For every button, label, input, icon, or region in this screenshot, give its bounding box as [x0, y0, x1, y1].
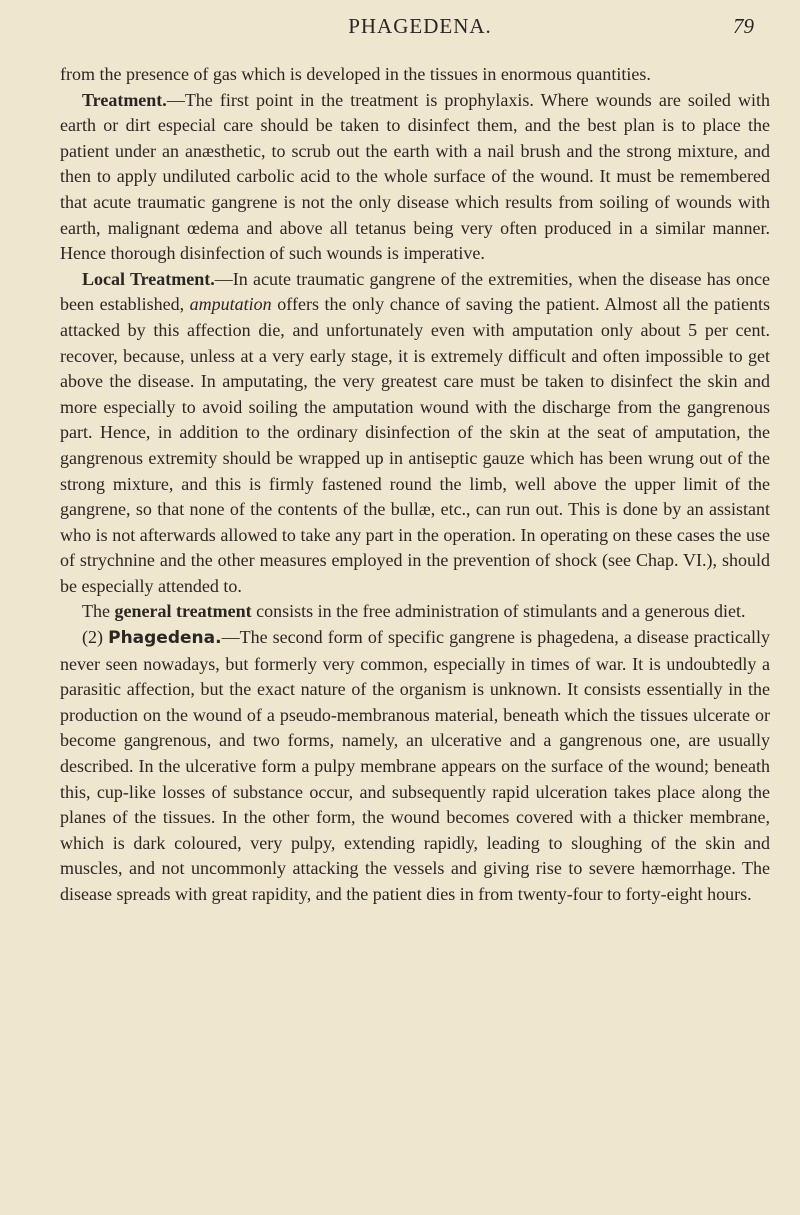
- paragraph-text: offers the only chance of saving the patient. Almost all the patients attacked by this affection die, and unfortunately even with amputation only about 5 per cent. recover, because, unless at a very early stage, it is extremely difficult and often impossible to get above the disease. In amputating, the very greatest care must be taken to disinfect the skin and more especially to avoid soiling the amputation wound with the discharge from the gangrenous part. Hence, in addition to the ordinary disinfection of the skin at the seat of amputation, the gangrenous extremity should be wrapped up in antiseptic gauze which has been wrung out of the strong mixture, and this is firmly fastened round the limb, well above the upper limit of the gangrene, so that none of the contents of the bullæ, etc., can run out. This is done by an assistant who is not afterwards allowed to take any part in the operation. In operating on these cases the use of strychnine and the other measures employed in the prevention of shock (see Chap. VI.), should be especially attended to.: [60, 294, 770, 596]
- section-heading-local-treatment: Local Treatment.: [82, 268, 215, 289]
- paragraph-general-treatment: [60, 599, 770, 625]
- paragraph-phagedena: [60, 625, 770, 908]
- section-heading-treatment: Treatment.: [82, 89, 167, 110]
- emphasis-amputation: amputation: [189, 294, 272, 315]
- paragraph-text: from the presence of gas which is developed in the tissues in enormous quantities.: [60, 64, 651, 84]
- section-heading-general-treatment: general treatment: [114, 601, 252, 622]
- page-header: [60, 14, 780, 54]
- paragraph-local-treatment: [60, 267, 770, 600]
- paragraph-treatment: [60, 88, 770, 267]
- section-heading-phagedena: Phagedena.: [108, 628, 222, 649]
- paragraph-text: —The first point in the treatment is prophylaxis. Where wounds are soiled with earth or dirt especial care should be taken to disinfect them, and the best plan is to place the patient under an anæsthetic, to scrub out the earth with a nail brush and the strong mixture, and then to apply undiluted carbolic acid to the whole surface of the wound. It must be remembered that acute traumatic gangrene is not the only disease which results from soiling of wounds with earth, malignant œdema and above all tetanus being very often produced in a similar manner. Hence thorough disinfection of such wounds is imperative.: [60, 89, 770, 264]
- body-text: [60, 62, 770, 908]
- running-head: PHAGEDENA.: [348, 14, 492, 38]
- page-number: 79: [733, 14, 754, 38]
- paragraph-text: consists in the free administration of stimulants and a generous diet.: [251, 601, 746, 622]
- paragraph-text: —In acute traumatic gangrene of the extremities, when the disease has once been established,: [60, 268, 770, 315]
- paragraph-number: (2): [82, 627, 109, 648]
- paragraph-text: The: [82, 601, 115, 622]
- paragraph-text: —The second form of specific gangrene is phagedena, a disease practically never seen nowadays, but formerly very common, especially in times of war. It is undoubtedly a parasitic affection, but the exact nature of the organism is unknown. It consists essentially in the production on the wound of a pseudo-membranous material, beneath which the tissues ulcerate or become gangrenous, and two forms, namely, an ulcerative and a gangrenous one, are usually described. In the ulcerative form a pulpy membrane appears on the surface of the wound; beneath this, cup-like losses of substance occur, and subsequently rapid ulceration takes place along the planes of the tissues. In the other form, the wound becomes covered with a thicker membrane, which is dark coloured, very pulpy, extending rapidly, leading to sloughing of the skin and muscles, and not uncommonly attacking the vessels and giving rise to severe hæmorrhage. The disease spreads with great rapidity, and the patient dies in from twenty-four to forty-eight hours.: [60, 627, 770, 904]
- paragraph-continuation: [60, 62, 770, 88]
